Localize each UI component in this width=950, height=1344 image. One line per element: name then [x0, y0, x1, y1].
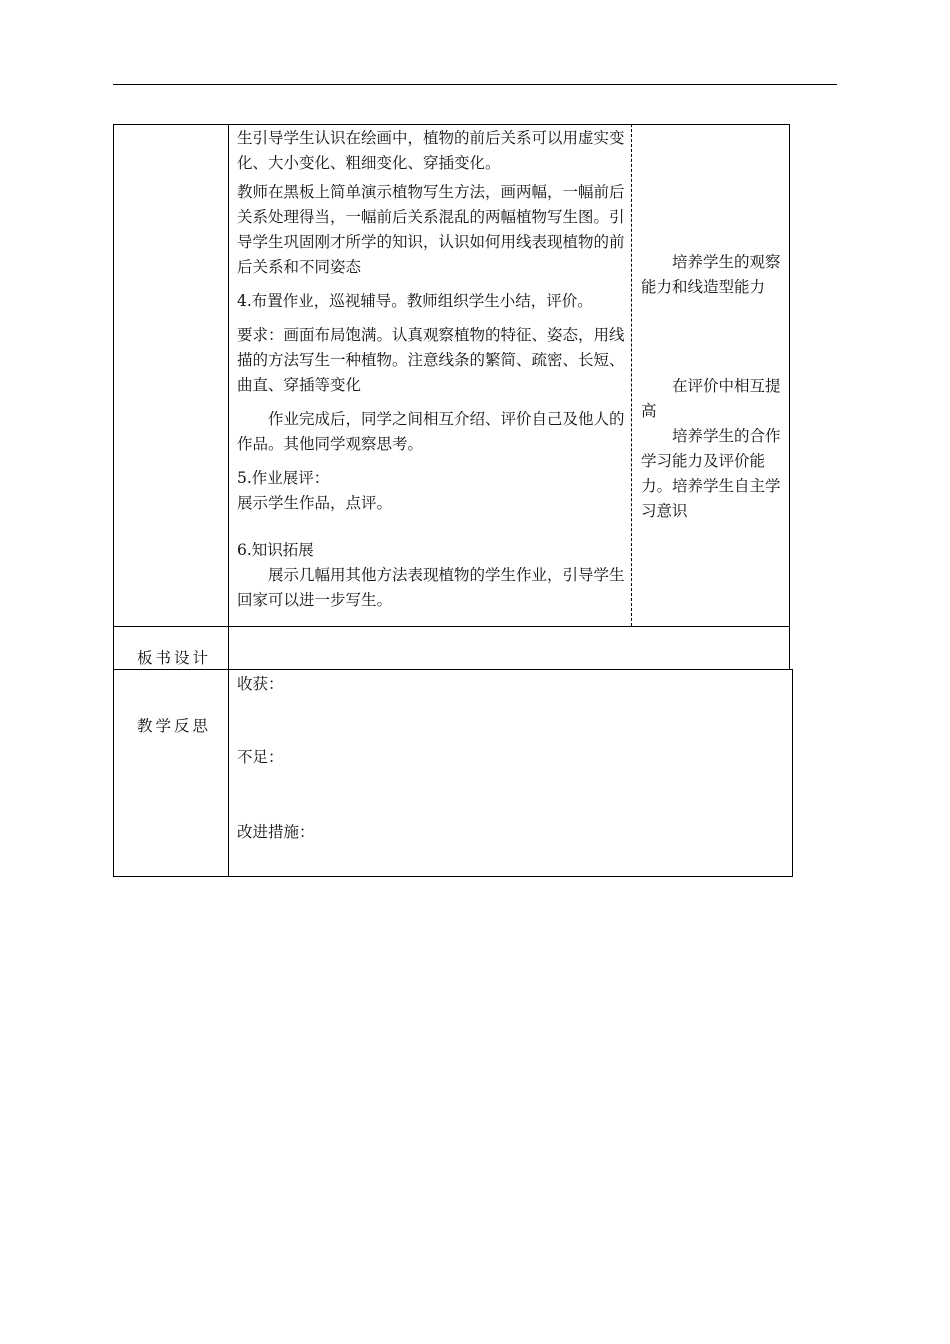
teaching-paragraph-2: 教师在黑板上简单演示植物写生方法，画两幅，一幅前后关系处理得当，一幅前后关系混乱的两幅植物写生图。引导学生巩固刚才所学的知识，认识如何用线表现植物的前后关系和不同姿态 — [237, 183, 625, 276]
reflection-improvement: 改进措施： — [237, 823, 315, 841]
step-6-title: 6.知识拓展 — [237, 541, 314, 559]
reflection-table — [113, 669, 793, 877]
step-6-text: 展示几幅用其他方法表现植物的学生作业，引导学生回家可以进一步写生。 — [237, 566, 625, 609]
intent-note-evaluation: 在评价中相互提高 — [641, 377, 781, 420]
intent-note-observation: 培养学生的观察能力和线造型能力 — [641, 253, 781, 296]
header-rule — [113, 84, 837, 85]
intent-note-cooperation: 培养学生的合作学习能力及评价能力。培养学生自主学习意识 — [641, 427, 781, 520]
reflection-label: 教学反思 — [137, 717, 212, 735]
step-5-title: 5.作业展评： — [237, 469, 330, 487]
assignment-requirements: 要求：画面布局饱满。认真观察植物的特征、姿态，用线描的方法写生一种植物。注意线条的繁简、疏密、长短、曲直、穿插等变化 — [237, 326, 625, 394]
reflection-gain: 收获： — [237, 675, 284, 693]
board-design-label: 板书设计 — [137, 649, 212, 667]
reflection-shortcoming: 不足： — [237, 748, 284, 766]
step-4-assignment: 4.布置作业，巡视辅导。教师组织学生小结，评价。 — [237, 292, 593, 310]
step-5-text: 展示学生作品，点评。 — [237, 494, 393, 512]
after-work-paragraph: 作业完成后，同学之间相互介绍、评价自己及他人的作品。其他同学观察思考。 — [237, 410, 625, 453]
label-column-divider — [228, 124, 229, 670]
teaching-paragraph-1: 生引导学生认识在绘画中，植物的前后关系可以用虚实变化、大小变化、粗细变化、穿插变化。 — [237, 129, 625, 172]
intent-column-divider — [631, 124, 632, 626]
design-intent-cell — [641, 250, 783, 524]
process-content-cell — [237, 126, 625, 613]
reflection-column-divider — [228, 669, 229, 877]
board-row-top-border — [113, 626, 790, 627]
